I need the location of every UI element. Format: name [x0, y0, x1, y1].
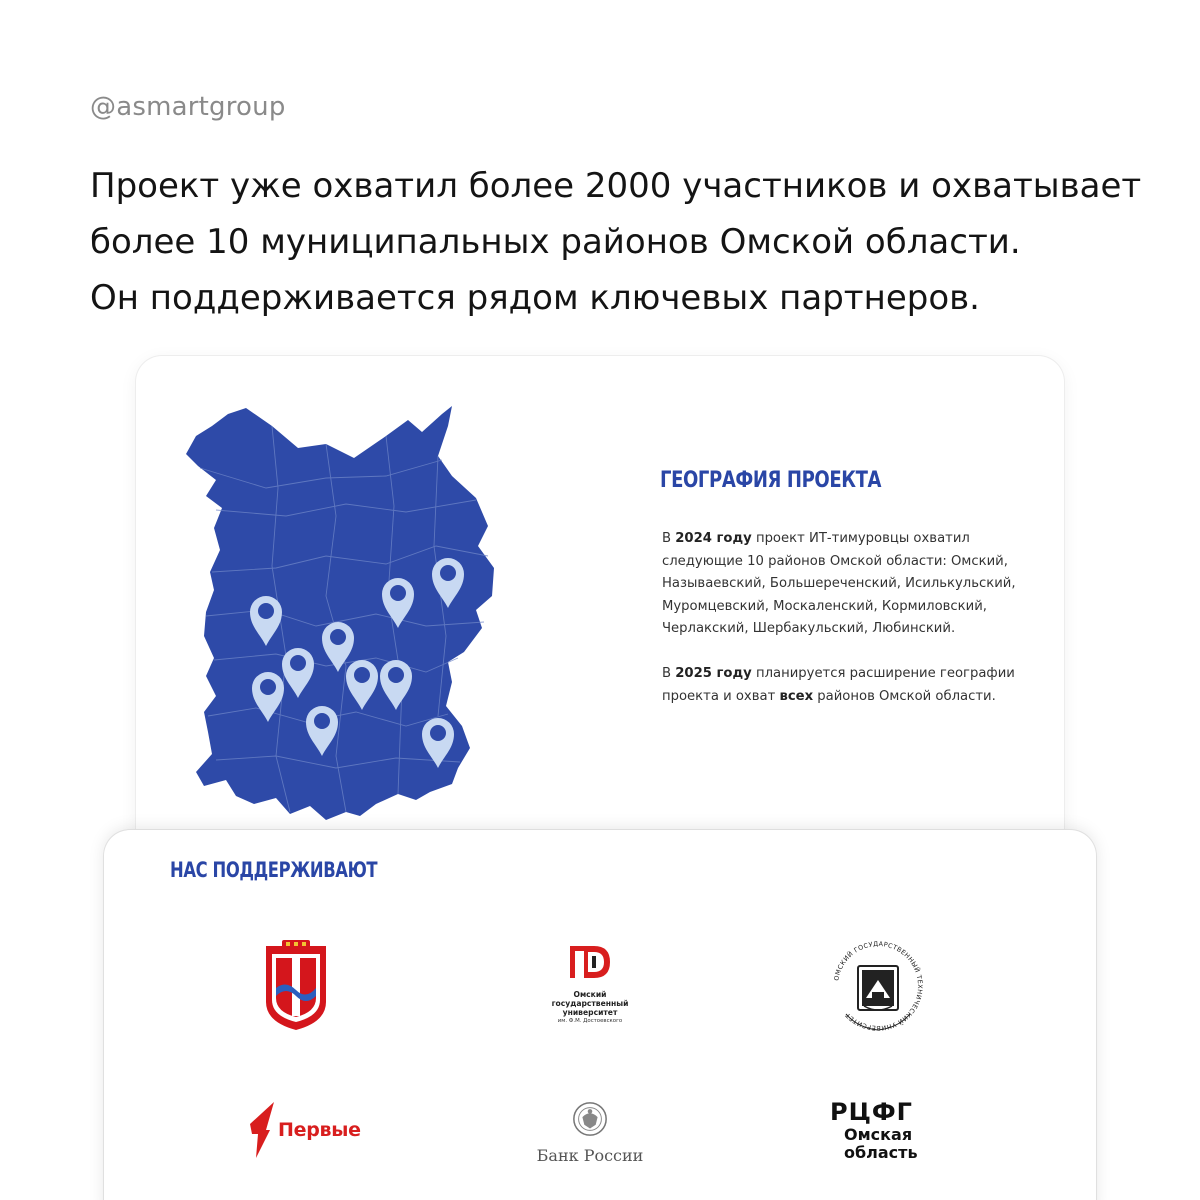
pervye-logo [244, 1100, 364, 1160]
omstu-seal-icon [828, 936, 928, 1036]
bank-of-russia-logo [534, 1100, 646, 1170]
pervye-mark-icon [244, 1100, 278, 1160]
omsu-dostoevsky-logo [534, 944, 646, 1030]
omsk-region-map [176, 396, 506, 828]
headline [90, 158, 1150, 326]
omsk-region-crest-logo [260, 940, 332, 1032]
geography-title: ГЕОГРАФИЯ ПРОЕКТА [660, 468, 882, 493]
partners-card [104, 830, 1096, 1200]
omstu-ring-text: ОМСКИЙ ГОСУДАРСТВЕННЫЙ ТЕХНИЧЕСКИЙ УНИВЕРСИТЕТ [832, 939, 925, 1033]
rcfg-line-2: область [844, 1143, 918, 1162]
rcfg-abbr: РЦФГ [830, 1098, 913, 1126]
omsu-line-1: Омский государственный [551, 990, 629, 1008]
year-2025: 2025 году [675, 665, 752, 681]
account-handle: @asmartgroup [90, 92, 286, 122]
pervye-label: Первые [278, 1119, 361, 1141]
partners-title: НАС ПОДДЕРЖИВАЮТ [170, 858, 378, 882]
headline-line-1: Проект уже охватил более 2000 участников и охватывает [90, 166, 1142, 206]
omsu-line-3: им. Ф.М. Достоевского [557, 1018, 623, 1024]
headline-line-3: Он поддерживается рядом ключевых партнеров. [90, 278, 980, 318]
omsu-mark-icon [568, 944, 612, 980]
bank-label: Банк России [536, 1146, 644, 1165]
all-emphasis: всех [779, 688, 814, 704]
year-2024: 2024 году [675, 531, 752, 546]
headline-line-2: более 10 муниципальных районов Омской области. [90, 222, 1021, 262]
bank-emblem-icon [571, 1100, 609, 1138]
geography-card [136, 356, 1064, 876]
crest-icon [260, 940, 332, 1032]
omstu-seal-logo [828, 936, 928, 1036]
geography-description [662, 528, 1042, 730]
rcfg-line-1: Омская [844, 1125, 913, 1144]
paragraph-2024: В 2024 году проект ИТ-тимуровцы охватил следующие 10 районов Омской области: Омский, Называевский, Большереченский, Исилькульский, Муромцевский, Москаленский, Кормиловский, Черлакский, Шербакульский, Любинский. [662, 531, 1016, 637]
paragraph-2025: В 2025 году планируется расширение географии проекта и охват всех районов Омской области. [662, 665, 1015, 704]
rcfg-logo [830, 1098, 940, 1170]
omsu-line-2: университет [562, 1008, 618, 1017]
